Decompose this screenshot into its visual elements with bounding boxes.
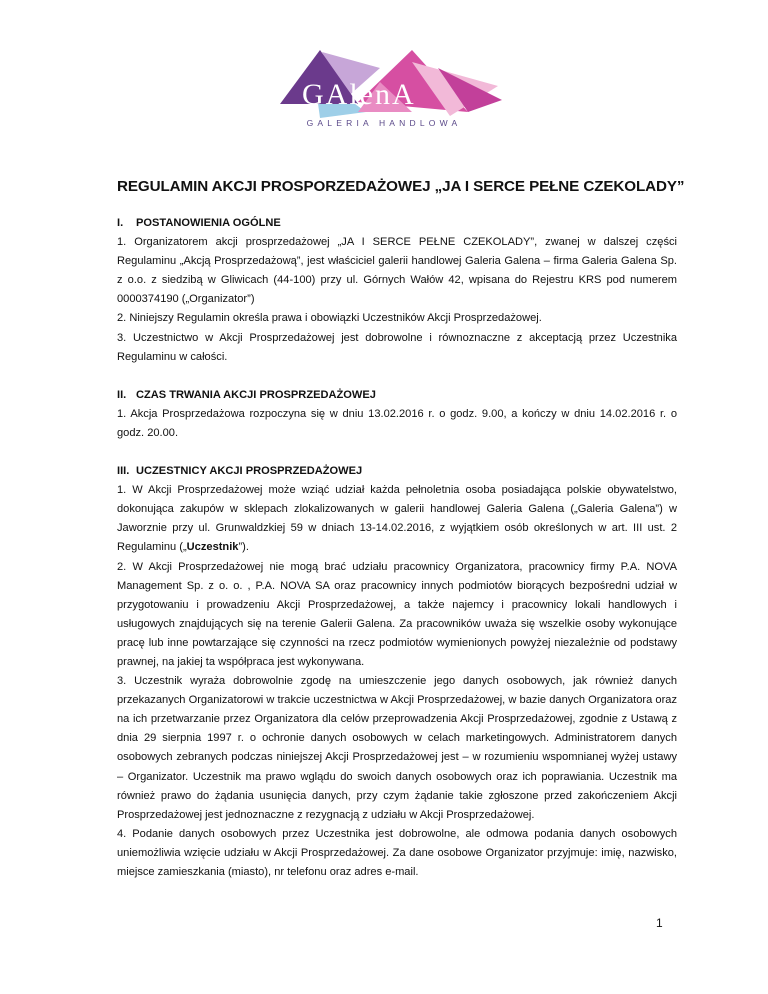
section-3-title: UCZESTNICY AKCJI PROSPRZEDAŻOWEJ — [136, 465, 363, 478]
section-1-title: POSTANOWIENIA OGÓLNE — [136, 217, 281, 229]
section-1-paragraph-1: 1. Organizatorem akcji prosprzedażowej „JA I SERCE PEŁNE CZEKOLADY”, zwanej w dalszej części Regulaminu „Akcją Prosprzedażową”, jest właściciel galerii handlowej Galeria Galena – firma Galeria Galena Sp. z o.o. z siedzibą w Gliwicach (44-100) przy ul. Górnych Wałów 42, wpisana do Rejestru KRS pod numerem 0000374190 („Organizator”) — [117, 236, 677, 306]
section-2-number: II. — [117, 388, 127, 401]
section-1-number: I. — [117, 217, 124, 229]
section-3-paragraph-1-end: ”). — [238, 541, 249, 554]
section-1-paragraph-3: 3. Uczestnictwo w Akcji Prosprzedażowej jest dobrowolne i równoznaczne z akceptacją przez Uczestnika Regulaminu w całości. — [117, 331, 677, 363]
document-body — [117, 214, 677, 882]
section-3-paragraph-4: 4. Podanie danych osobowych przez Uczestnika jest dobrowolne, ale odmowa podania danych osobowych uniemożliwia wzięcie udziału w Akcji Prosprzedażowej. Za dane osobowe Organizator przyjmuje: imię, nazwisko, miejsce zamieszkania (miasto), nr telefonu oraz adres e-mail. — [117, 827, 677, 878]
page-number: 1 — [656, 916, 663, 930]
participant-term: Uczestnik — [186, 541, 239, 554]
section-1-paragraph-2: 2. Niniejszy Regulamin określa prawa i obowiązki Uczestników Akcji Prosprzedażowej. — [117, 312, 542, 325]
section-3-paragraph-3: 3. Uczestnik wyraża dobrowolnie zgodę na umieszczenie jego danych osobowych, jak również danych przekazanych Organizatorowi w trakcie uczestnictwa w Akcji Prosprzedażowej, w bazie danych Organizatora oraz na ich przetwarzanie przez Organizatora dla celów przeprowadzenia Akcji Prosprzedażowej, zgodnie z Ustawą z dnia 29 sierpnia 1997 r. o ochronie danych osobowych w celach marketingowych. Administratorem danych osobowych zebranych podczas niniejszej Akcji Prosprzedażowej jest – w rozumieniu wspomnianej wyżej ustawy – Organizator. Uczestnik ma prawo wglądu do swoich danych osobowych oraz ich poprawiania. Uczestnik ma również prawo do żądania usunięcia danych, przy czym żądanie takie zgłoszone przed zakończeniem Akcji Prosprzedażowej jest jednoznaczne z rezygnacją z udziału w Akcji Prosprzedażowej. — [117, 675, 677, 821]
section-1-heading — [117, 214, 677, 233]
section-2-paragraph-1: 1. Akcja Prosprzedażowa rozpoczyna się w dniu 13.02.2016 r. o godz. 9.00, a kończy w dniu 14.02.2016 r. o godz. 20.00. — [117, 407, 677, 439]
logo-wordmark — [302, 78, 416, 111]
logo-tagline: GALERIA HANDLOWA — [306, 118, 462, 128]
section-3-number: III. — [117, 465, 130, 478]
section-2-heading — [117, 386, 677, 405]
document-title: REGULAMIN AKCJI PROSPORZEDAŻOWEJ „JA I SERCE PEŁNE CZEKOLADY” — [117, 178, 685, 195]
logo-wordmark-text: GAlenA — [302, 78, 416, 111]
section-3-paragraph-1 — [117, 481, 677, 557]
section-3-paragraph-1-text: 1. W Akcji Prosprzedażowej może wziąć udział każda pełnoletnia osoba posiadająca polskie obywatelstwo, dokonująca zakupów w sklepach zlokalizowanych w galerii handlowej Galeria Galena („Galeria Galena”) w Jaworznie przy ul. Grunwaldzkiej 59 w dniach 13-14.02.2016, z wyjątkiem osób określonych w art. III ust. 2 Regulaminu („ — [117, 484, 677, 554]
section-2-title: CZAS TRWANIA AKCJI PROSPRZEDAŻOWEJ — [136, 388, 376, 401]
section-3-paragraph-2: 2. W Akcji Prosprzedażowej nie mogą brać udziału pracownicy Organizatora, pracownicy firmy P.A. NOVA Management Sp. z o. o. , P.A. NOVA SA oraz pracownicy innych podmiotów biorących bezpośredni udział w przygotowaniu i prowadzeniu Akcji Prosprzedażowej, a także najemcy i pracownicy lokali handlowych i usługowych znajdujących się na terenie Galerii Galena. Za pracowników uważa się wszelkie osoby wykonujące pracę lub inne powtarzające się czynności na rzecz podmiotów wymienionych powyżej niezależnie od podstawy prawnej, na jakiej ta współpraca jest wykonywana. — [117, 560, 677, 668]
section-3-heading — [117, 462, 677, 481]
